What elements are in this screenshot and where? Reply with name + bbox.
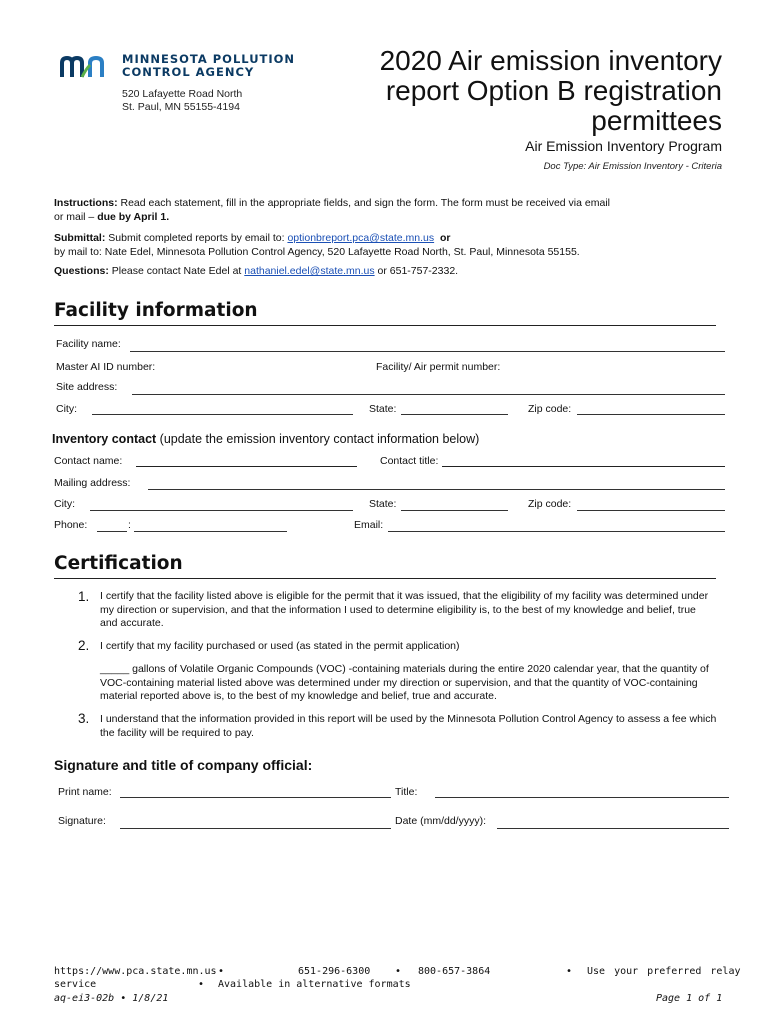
- contact-name-label: Contact name:: [54, 455, 123, 467]
- footer-doc-id: aq-ei3-02b • 1/8/21: [54, 993, 169, 1004]
- facility-city-label: City:: [56, 403, 77, 415]
- footer-relay: Use your preferred relay: [587, 966, 741, 977]
- certification-rule: [54, 578, 716, 579]
- footer-phone-2: 800-657-3864: [418, 966, 491, 977]
- submittal-email-link[interactable]: optionbreport.pca@state.mn.us: [287, 232, 435, 244]
- doc-type: Doc Type: Air Emission Inventory - Criteria: [543, 161, 722, 172]
- permit-number-label: Facility/ Air permit number:: [376, 361, 501, 373]
- master-ai-label: Master AI ID number:: [56, 361, 156, 373]
- email-field[interactable]: [388, 531, 725, 532]
- print-name-label: Print name:: [58, 786, 112, 798]
- contact-title-field[interactable]: [442, 466, 725, 467]
- footer-bullet: •: [566, 966, 573, 977]
- signature-label: Signature:: [58, 815, 106, 827]
- footer-page-number: Page 1 of 1: [656, 993, 723, 1004]
- cert-item-1-text: I certify that the facility listed above is eligible for the permit that it was issued, that the eligibility of my facility was determined under my direction or supervision, and that the information I used to determine eligibility is, to the best of my knowledge and belief, true and accurate.: [100, 590, 709, 629]
- date-label: Date (mm/dd/yyyy):: [395, 815, 487, 827]
- phone-label: Phone:: [54, 519, 88, 531]
- contact-zip-label: Zip code:: [528, 498, 572, 510]
- facility-state-label: State:: [369, 403, 397, 415]
- program-name: Air Emission Inventory Program: [525, 138, 722, 154]
- phone-number-field[interactable]: [134, 531, 287, 532]
- footer-alt-formats: Available in alternative formats: [218, 979, 411, 990]
- footer-phone-1: 651-296-6300: [298, 966, 371, 977]
- site-address-label: Site address:: [56, 381, 118, 393]
- contact-city-field[interactable]: [90, 510, 353, 511]
- voc-statement: _____ gallons of Volatile Organic Compounds (VOC) -containing materials during the entire 2020 calendar year, that the quantity of VOC-containing material listed above was determined under my direction or supervision, and that the quantity of VOC-containing material reported above is, to the best of my knowledge and belief, true and accurate.: [100, 663, 709, 702]
- signer-title-label: Title:: [395, 786, 418, 798]
- footer-service: service: [54, 979, 97, 990]
- cert-item-1-number: 1.: [78, 589, 90, 604]
- questions: Questions: Please contact Nate Edel at nathaniel.edel@state.mn.us or 651-757-2332.: [54, 265, 459, 277]
- contact-state-field[interactable]: [401, 510, 508, 511]
- facility-rule: [54, 325, 716, 326]
- contact-state-label: State:: [369, 498, 397, 510]
- facility-city-field[interactable]: [92, 414, 353, 415]
- signer-title-field[interactable]: [435, 797, 729, 798]
- instructions: Instructions: Read each statement, fill in the appropriate fields, and sign the form. The form must be received via email or mail – due by April 1.: [54, 197, 610, 223]
- mailing-address-label: Mailing address:: [54, 477, 131, 489]
- footer-url[interactable]: https://www.pca.state.mn.us: [54, 966, 217, 977]
- site-address-field[interactable]: [132, 394, 725, 395]
- contact-zip-field[interactable]: [577, 510, 725, 511]
- contact-name-field[interactable]: [136, 466, 357, 467]
- facility-zip-label: Zip code:: [528, 403, 572, 415]
- cert-item-2-text: I certify that my facility purchased or used (as stated in the permit application): [100, 640, 460, 652]
- submittal: Submittal: Submit completed reports by email to: optionbreport.pca@state.mn.us or by mail to: Nate Edel, Minnesota Pollution Control Agency, 520 Lafayette Road North, St. Paul, Minnesota 55155.: [54, 232, 580, 258]
- mailing-address-field[interactable]: [148, 489, 725, 490]
- phone-area-field[interactable]: [97, 531, 127, 532]
- contact-city-label: City:: [54, 498, 75, 510]
- signature-field[interactable]: [120, 828, 391, 829]
- facility-state-field[interactable]: [401, 414, 508, 415]
- certification-heading: Certification: [54, 553, 183, 574]
- mpca-logo-icon: [60, 55, 116, 79]
- voc-gallons-field[interactable]: _____: [100, 663, 130, 675]
- contact-title-label: Contact title:: [380, 455, 439, 467]
- facility-heading: Facility information: [54, 300, 258, 321]
- footer-bullet: •: [198, 979, 205, 990]
- phone-separator: :: [128, 519, 131, 531]
- facility-name-label: Facility name:: [56, 338, 121, 350]
- signature-heading: Signature and title of company official:: [54, 757, 313, 773]
- cert-item-3-number: 3.: [78, 711, 90, 726]
- facility-name-field[interactable]: [130, 351, 725, 352]
- date-field[interactable]: [497, 828, 729, 829]
- footer-bullet: •: [218, 966, 225, 977]
- footer-bullet: •: [395, 966, 402, 977]
- agency-address: 520 Lafayette Road North St. Paul, MN 55155-4194: [122, 88, 243, 113]
- contact-heading: Inventory contact (update the emission inventory contact information below): [52, 432, 480, 446]
- questions-email-link[interactable]: nathaniel.edel@state.mn.us: [244, 265, 375, 277]
- print-name-field[interactable]: [120, 797, 391, 798]
- email-label: Email:: [354, 519, 384, 531]
- facility-zip-field[interactable]: [577, 414, 725, 415]
- form-title: 2020 Air emission inventory report Option B registration permittees: [379, 45, 722, 136]
- agency-logo: [60, 50, 300, 120]
- agency-name: MINNESOTA POLLUTION CONTROL AGENCY: [122, 52, 296, 79]
- cert-item-2-number: 2.: [78, 638, 90, 653]
- cert-item-3-text: I understand that the information provided in this report will be used by the Minnesota Pollution Control Agency to assess a fee which the facility will be required to pay.: [100, 713, 717, 739]
